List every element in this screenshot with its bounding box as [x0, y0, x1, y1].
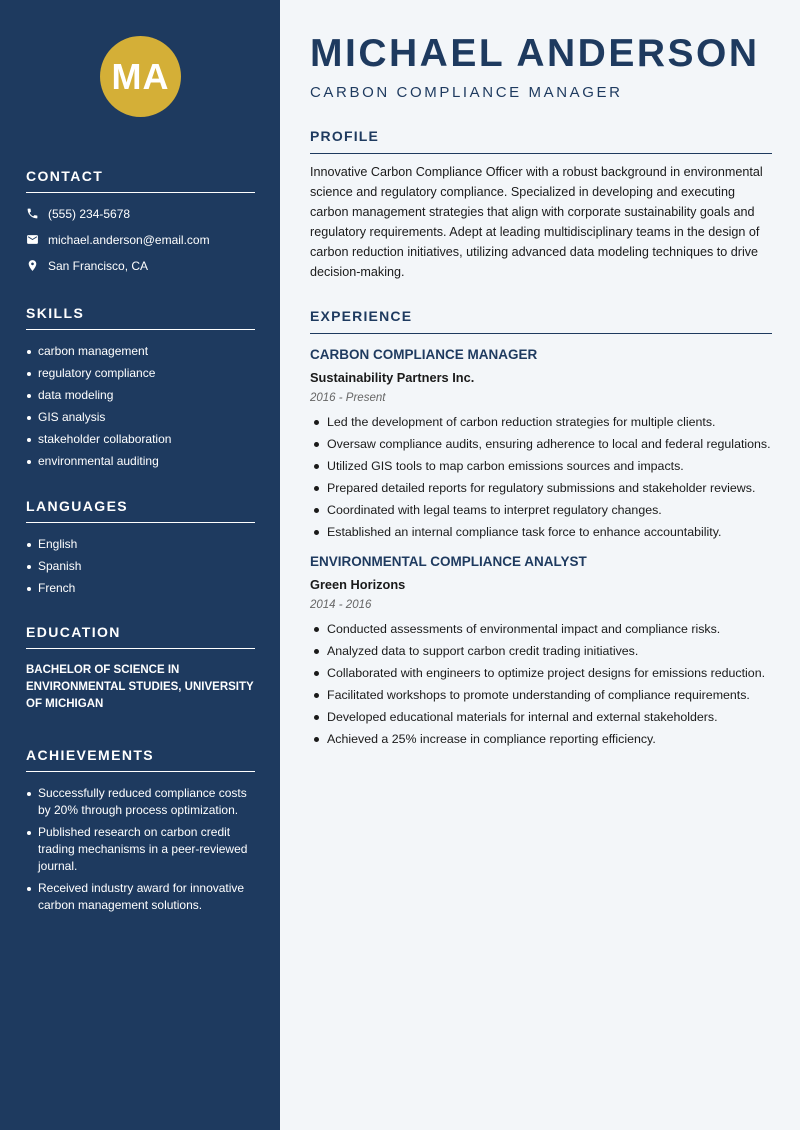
skill-item: stakeholder collaboration — [26, 431, 255, 448]
phone-icon — [26, 207, 39, 220]
job-entry — [310, 554, 772, 748]
contact-email — [26, 232, 255, 247]
job-dates: 2016 - Present — [310, 392, 386, 404]
job-dates: 2014 - 2016 — [310, 599, 372, 611]
job-bullet: Prepared detailed reports for regulatory submissions and stakeholder reviews. — [310, 479, 772, 497]
job-company: Green Horizons — [310, 577, 406, 592]
email-icon — [26, 233, 39, 246]
skills-list — [26, 343, 255, 470]
experience-section — [310, 308, 772, 752]
skills-section — [26, 305, 255, 475]
job-bullet: Led the development of carbon reduction strategies for multiple clients. — [310, 413, 772, 431]
contact-section — [26, 168, 255, 284]
job-bullet: Conducted assessments of environmental impact and compliance risks. — [310, 620, 772, 638]
job-entry — [310, 347, 772, 541]
job-bullet: Achieved a 25% increase in compliance reporting efficiency. — [310, 730, 772, 748]
languages-section — [26, 498, 255, 602]
language-item: English — [26, 536, 255, 553]
contact-heading: CONTACT — [26, 168, 255, 193]
profile-text: Innovative Carbon Compliance Officer with a robust background in environmental science and regulatory compliance. Specialized in developing and executing carbon management strategies that align with corporate sustainability goals and regulatory requirements. Adept at leading multidisciplinary teams in the design of carbon reduction initiatives, utilizing advanced data modeling techniques to drive decision-making. — [310, 165, 763, 279]
job-bullet: Collaborated with engineers to optimize project designs for emissions reduction. — [310, 664, 772, 682]
job-bullet: Facilitated workshops to promote understanding of compliance requirements. — [310, 686, 772, 704]
job-role: CARBON COMPLIANCE MANAGER — [310, 347, 538, 362]
achievement-item: Received industry award for innovative carbon management solutions. — [26, 880, 255, 914]
avatar: MA — [100, 36, 181, 117]
education-section — [26, 624, 255, 713]
achievements-list — [26, 785, 255, 914]
phone-number: (555) 234-5678 — [48, 206, 131, 221]
skill-item: environmental auditing — [26, 453, 255, 470]
profile-section — [310, 128, 772, 282]
job-bullets — [310, 413, 772, 541]
education-degree: BACHELOR OF SCIENCE IN ENVIRONMENTAL STUDIES, UNIVERSITY OF MICHIGAN — [26, 664, 254, 710]
job-bullet: Analyzed data to support carbon credit trading initiatives. — [310, 642, 772, 660]
skill-item: regulatory compliance — [26, 365, 255, 382]
location-text: San Francisco, CA — [48, 258, 149, 273]
language-item: Spanish — [26, 558, 255, 575]
job-company: Sustainability Partners Inc. — [310, 370, 475, 385]
profile-heading: PROFILE — [310, 128, 772, 154]
languages-list — [26, 536, 255, 597]
languages-heading: LANGUAGES — [26, 498, 255, 523]
job-bullet: Developed educational materials for internal and external stakeholders. — [310, 708, 772, 726]
achievements-section — [26, 747, 255, 919]
email-address: michael.anderson@email.com — [48, 232, 210, 247]
job-role: ENVIRONMENTAL COMPLIANCE ANALYST — [310, 554, 587, 569]
contact-location — [26, 258, 255, 273]
education-heading: EDUCATION — [26, 624, 255, 649]
skill-item: data modeling — [26, 387, 255, 404]
contact-phone — [26, 206, 255, 221]
language-item: French — [26, 580, 255, 597]
experience-heading: EXPERIENCE — [310, 308, 772, 334]
job-bullet: Coordinated with legal teams to interpret regulatory changes. — [310, 501, 772, 519]
skill-item: carbon management — [26, 343, 255, 360]
achievement-item: Published research on carbon credit trading mechanisms in a peer-reviewed journal. — [26, 824, 255, 875]
sidebar — [0, 0, 280, 1130]
job-bullets — [310, 620, 772, 748]
job-bullet: Utilized GIS tools to map carbon emissions sources and impacts. — [310, 457, 772, 475]
achievement-item: Successfully reduced compliance costs by 20% through process optimization. — [26, 785, 255, 819]
location-pin-icon — [26, 259, 39, 272]
achievements-heading: ACHIEVEMENTS — [26, 747, 255, 772]
candidate-name: MICHAEL ANDERSON — [310, 32, 760, 75]
skill-item: GIS analysis — [26, 409, 255, 426]
job-bullet: Oversaw compliance audits, ensuring adherence to local and federal regulations. — [310, 435, 772, 453]
job-bullet: Established an internal compliance task force to enhance accountability. — [310, 523, 772, 541]
candidate-title: CARBON COMPLIANCE MANAGER — [310, 84, 623, 101]
skills-heading: SKILLS — [26, 305, 255, 330]
